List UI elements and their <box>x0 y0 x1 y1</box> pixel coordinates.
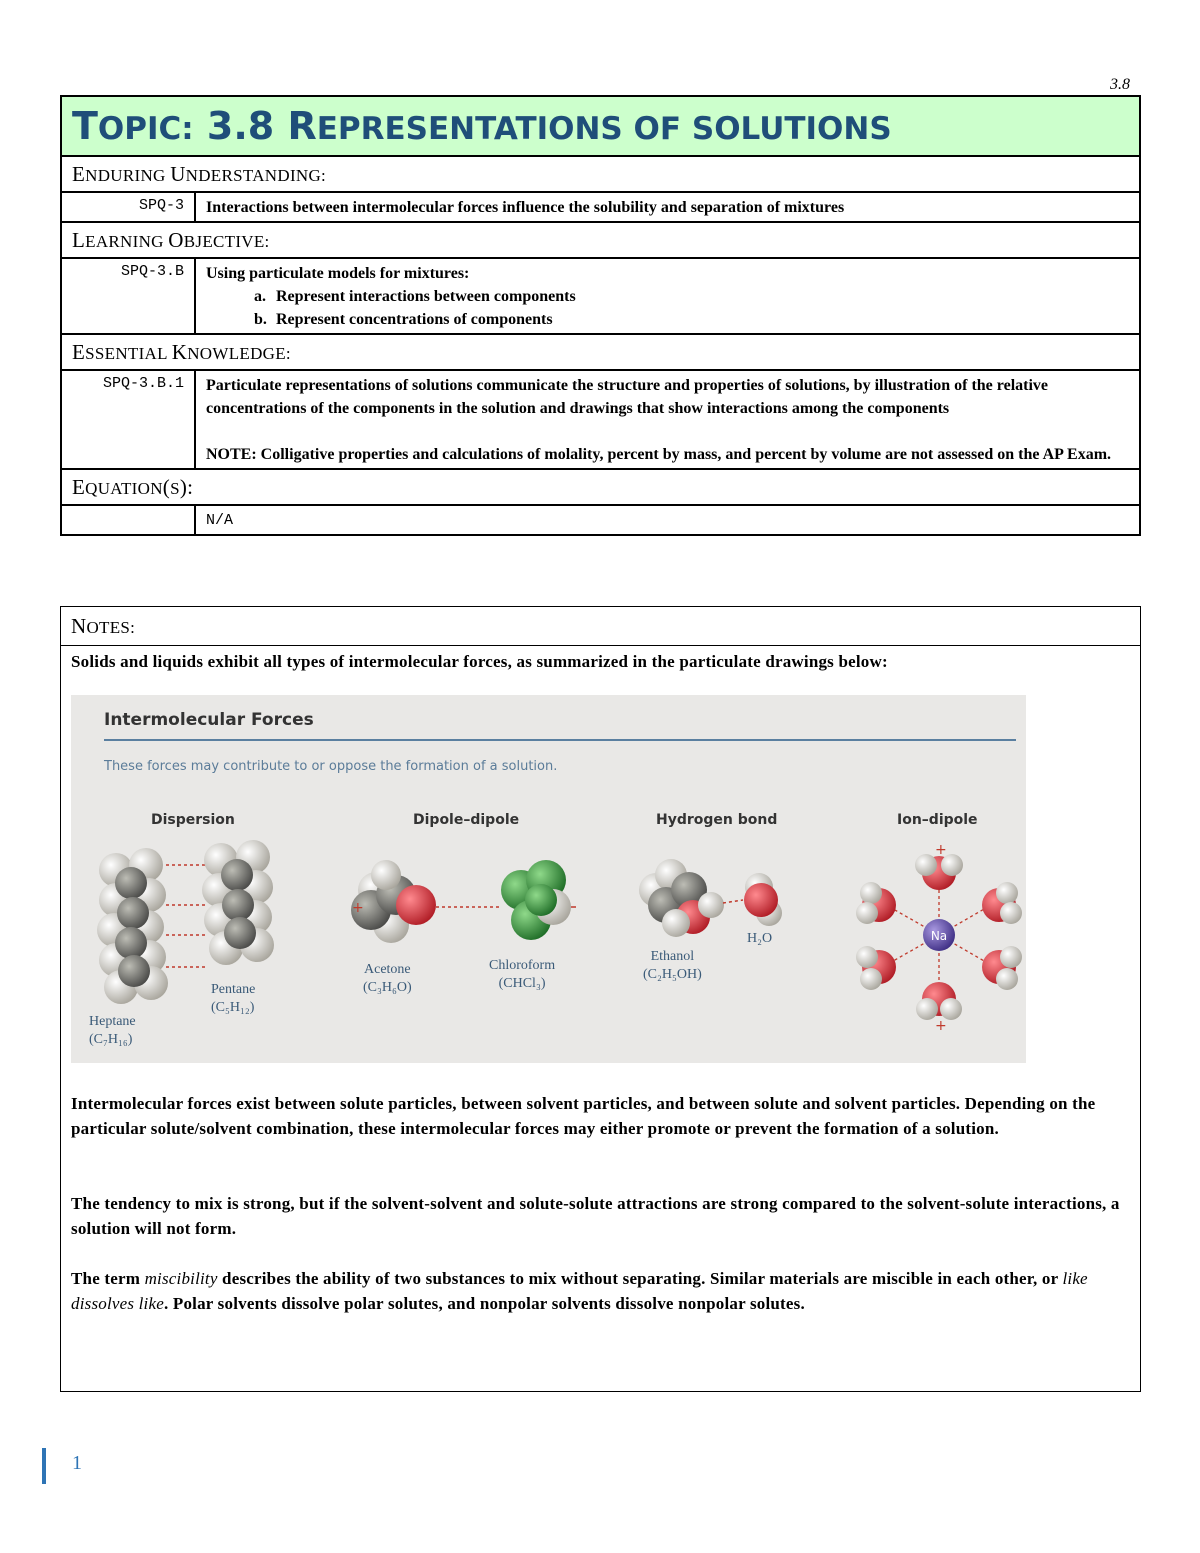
category-hydrogen-bond: Hydrogen bond <box>656 812 778 828</box>
objective-intro: Using particulate models for mixtures: <box>206 265 470 282</box>
category-ion-dipole: Ion–dipole <box>897 812 978 828</box>
chloroform-label: Chloroform (CHCl₃) <box>489 958 556 991</box>
enduring-text: Interactions between intermolecular forces influence the solubility and separation of mixtures <box>195 192 1140 222</box>
notes-intro: Solids and liquids exhibit all types of intermolecular forces, as summarized in the particulate drawings below: <box>71 652 888 671</box>
category-dipole-dipole: Dipole–dipole <box>413 812 520 828</box>
intermolecular-forces-figure <box>71 695 1026 1063</box>
pentane-molecule <box>202 840 274 965</box>
notes-heading: NOTES: <box>61 607 1140 646</box>
acetone-label: Acetone (C₃H₆O) <box>363 962 412 995</box>
notes-box <box>60 606 1141 1392</box>
chloroform-molecule <box>501 860 571 940</box>
ethanol-label: Ethanol (C₂H₅OH) <box>643 949 702 982</box>
hydrogen-bond-line <box>723 900 743 903</box>
ion-dipole-cluster <box>856 842 1022 1034</box>
page-number: 1 <box>72 1452 82 1474</box>
notes-paragraph-1: Intermolecular forces exist between solute particles, between solvent particles, and between solute and solvent particles. Depending on the particular solute/solvent combination, these intermolecular forces may either promote or prevent the formation of a solution. <box>71 1094 1096 1138</box>
list-item: b. Represent concentrations of components <box>254 311 553 328</box>
learning-objective-heading: LEARNING OBJECTIVE: <box>61 222 1140 258</box>
essential-body <box>195 370 1140 469</box>
enduring-understanding-heading: ENDURING UNDERSTANDING: <box>61 156 1140 192</box>
water-molecule <box>744 873 782 926</box>
svg-text:+: + <box>935 842 947 858</box>
water-label: H₂O <box>747 931 773 946</box>
figure-subtitle: These forces may contribute to or oppose the formation of a solution. <box>104 759 558 774</box>
ion-label: Na <box>930 929 948 943</box>
svg-text:+: + <box>352 900 364 916</box>
heptane-molecule <box>97 848 168 1004</box>
essential-knowledge-heading: ESSENTIAL KNOWLEDGE: <box>61 334 1140 370</box>
essential-note: NOTE: Colligative properties and calculations of molality, percent by mass, and percent by volume are not assessed on the AP Exam. <box>206 446 1112 463</box>
acetone-molecule <box>351 860 436 943</box>
heptane-label: Heptane (C₇H₁₆) <box>89 1014 136 1047</box>
objective-list <box>206 285 1129 331</box>
svg-text:+: + <box>935 1018 947 1034</box>
topic-title: TOPIC: 3.8 REPRESENTATIONS OF SOLUTIONS <box>61 96 1140 156</box>
figure-title: Intermolecular Forces <box>104 710 314 730</box>
category-dispersion: Dispersion <box>151 812 235 828</box>
equations-heading: EQUATION(S): <box>61 469 1140 505</box>
notes-paragraph-2: The tendency to mix is strong, but if the solvent-solvent and solute-solute attractions are strong compared to the solvent-solute interactions, a solution will not form. <box>71 1194 1120 1238</box>
enduring-code: SPQ-3 <box>61 192 195 222</box>
page-label: 3.8 <box>1110 76 1130 93</box>
footer-bar <box>42 1448 46 1484</box>
equations-value: N/A <box>195 505 1140 535</box>
list-item: a. Represent interactions between components <box>254 288 576 305</box>
essential-text: Particulate representations of solutions communicate the structure and properties of solutions, by illustration of the relative concentrations of the components in the solution and drawings that show interactions among the components <box>206 377 1049 417</box>
topic-table <box>60 95 1141 536</box>
objective-body <box>195 258 1140 334</box>
dispersion-lines <box>166 865 206 967</box>
essential-code: SPQ-3.B.1 <box>61 370 195 469</box>
notes-paragraph-3: The term miscibility describes the ability of two substances to mix without separating. Similar materials are miscible in each other, or like dissolves like. Polar solvents dissolve polar solutes, and nonpolar solvents dissolve nonpolar solutes. <box>71 1269 1088 1313</box>
figure-divider <box>104 739 1016 741</box>
pentane-label: Pentane (C₅H₁₂) <box>211 982 256 1015</box>
equations-code <box>61 505 195 535</box>
objective-code: SPQ-3.B <box>61 258 195 334</box>
ethanol-molecule <box>639 859 724 937</box>
